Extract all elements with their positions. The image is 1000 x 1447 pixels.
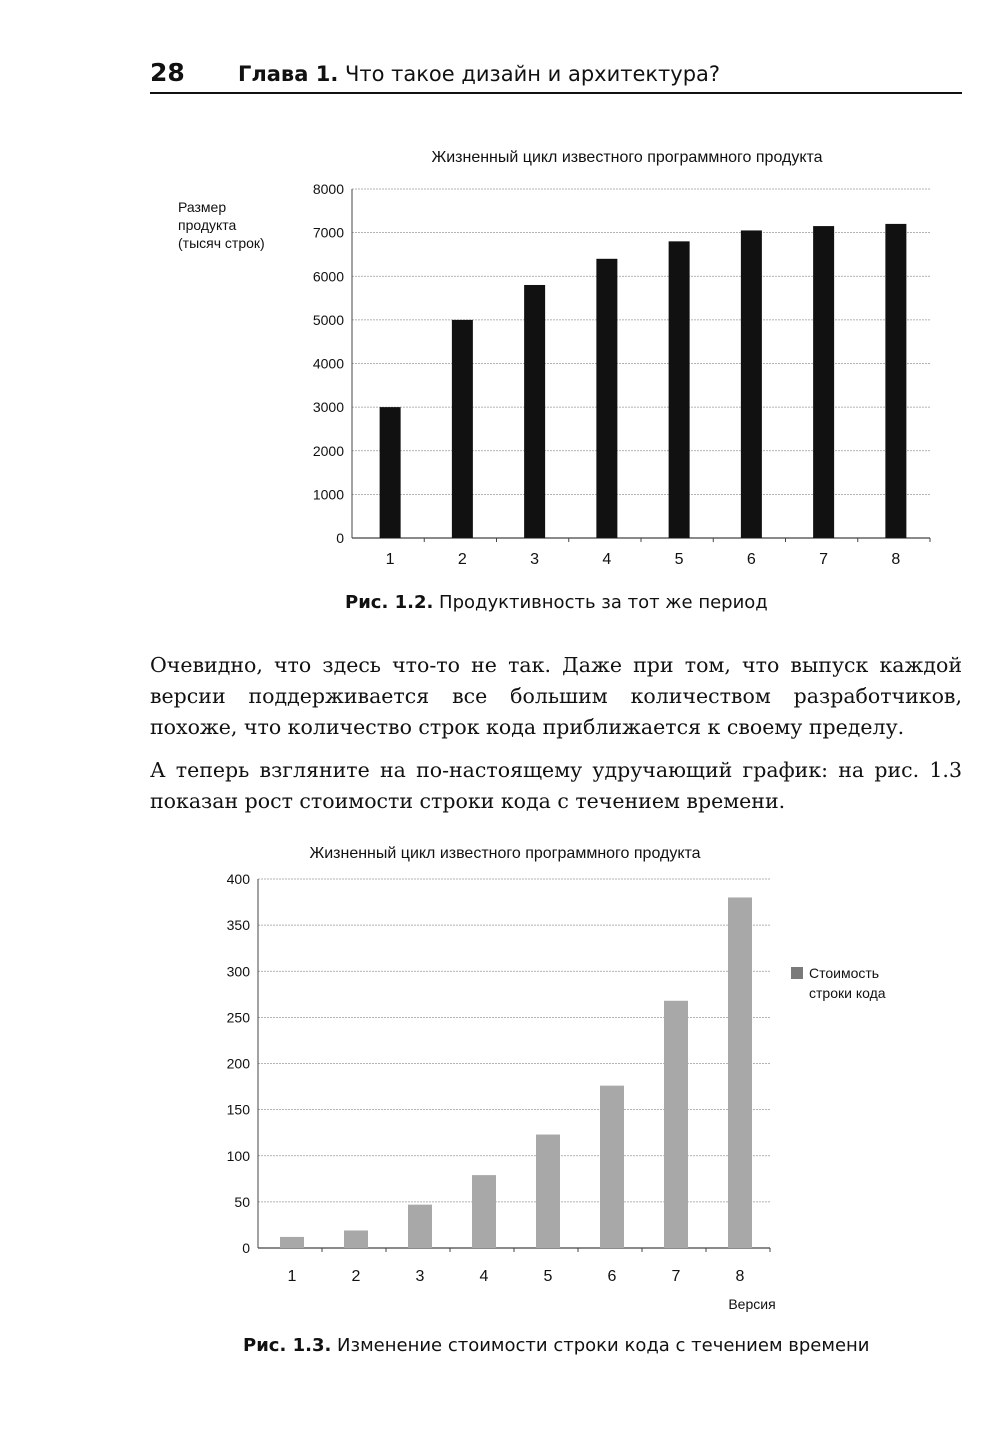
y-tick-label: 6000 (312, 268, 344, 285)
y-tick-label: 300 (226, 963, 250, 980)
legend-label-line: Стоимость (809, 965, 880, 981)
chart1-title: Жизненный цикл известного программного продукта (431, 149, 823, 166)
chart2-title: Жизненный цикл известного программного продукта (309, 845, 701, 862)
chapter-title: Что такое дизайн и архитектура? (344, 62, 721, 86)
x-tick-label: 6 (607, 1268, 617, 1285)
bar (408, 1205, 432, 1248)
y-tick-label: 50 (234, 1193, 250, 1210)
bar (280, 1237, 304, 1248)
paragraph: А теперь взгляните на по-настоящему удручающий график: на рис. 1.3 показан рост стоимости строки кода с течением времени. (150, 758, 962, 813)
figure2-caption-text: Изменение стоимости строки кода с течением времени (337, 1335, 870, 1356)
y-tick-label: 0 (336, 530, 344, 546)
y-tick-label: 100 (226, 1147, 250, 1164)
legend-label-line: строки кода (809, 985, 886, 1001)
figure2-caption (243, 1335, 869, 1356)
y-tick-label: 2000 (312, 442, 344, 459)
y-tick-label: 200 (226, 1055, 250, 1072)
paragraph: Очевидно, что здесь что-то не так. Даже при том, что выпуск каждой версии поддерживается все большим количеством разработчиков, похоже, что количество строк кода приближается к своему пределу. (150, 653, 962, 739)
y-tick-label: 3000 (312, 399, 344, 416)
figure1-caption-label: Рис. 1.2. (345, 592, 434, 613)
x-tick-label: 6 (746, 551, 756, 568)
x-tick-label: 5 (674, 551, 684, 568)
bar (664, 1001, 688, 1248)
y-tick-label: 7000 (312, 224, 344, 241)
chart1-ylabel-line: продукта (178, 217, 237, 233)
bar (600, 1086, 624, 1248)
y-tick-label: 150 (226, 1101, 250, 1118)
x-tick-label: 2 (351, 1268, 361, 1285)
x-tick-label: 7 (819, 551, 829, 568)
page-number: 28 (150, 58, 185, 87)
y-tick-label: 5000 (312, 311, 344, 328)
x-tick-label: 3 (415, 1268, 425, 1285)
x-tick-label: 4 (479, 1268, 489, 1285)
chart1-ylabel-line: Размер (178, 199, 227, 215)
y-tick-label: 4000 (312, 355, 344, 372)
y-tick-label: 0 (242, 1240, 250, 1256)
x-tick-label: 7 (671, 1268, 681, 1285)
bar (344, 1230, 368, 1248)
y-tick-label: 350 (226, 917, 250, 934)
chart1-ylabel-line: (тысяч строк) (178, 235, 265, 251)
y-tick-label: 400 (226, 871, 250, 887)
bar (536, 1135, 560, 1248)
y-tick-label: 1000 (312, 486, 344, 503)
x-tick-label: 4 (602, 551, 612, 568)
x-tick-label: 1 (287, 1268, 297, 1285)
x-tick-label: 8 (891, 551, 901, 568)
bar (728, 897, 752, 1248)
y-tick-label: 250 (226, 1009, 250, 1026)
y-tick-label: 8000 (312, 181, 344, 197)
chart2-xlabel: Версия (728, 1296, 776, 1312)
chapter-label: Глава 1. (238, 62, 339, 86)
bar (472, 1175, 496, 1248)
x-tick-label: 1 (385, 551, 395, 568)
x-tick-label: 5 (543, 1268, 553, 1285)
legend-swatch (791, 967, 803, 979)
x-tick-label: 2 (457, 551, 467, 568)
x-tick-label: 8 (735, 1268, 745, 1285)
x-tick-label: 3 (530, 551, 540, 568)
figure1-caption-text: Продуктивность за тот же период (439, 592, 768, 613)
figure2-caption-label: Рис. 1.3. (243, 1335, 332, 1356)
